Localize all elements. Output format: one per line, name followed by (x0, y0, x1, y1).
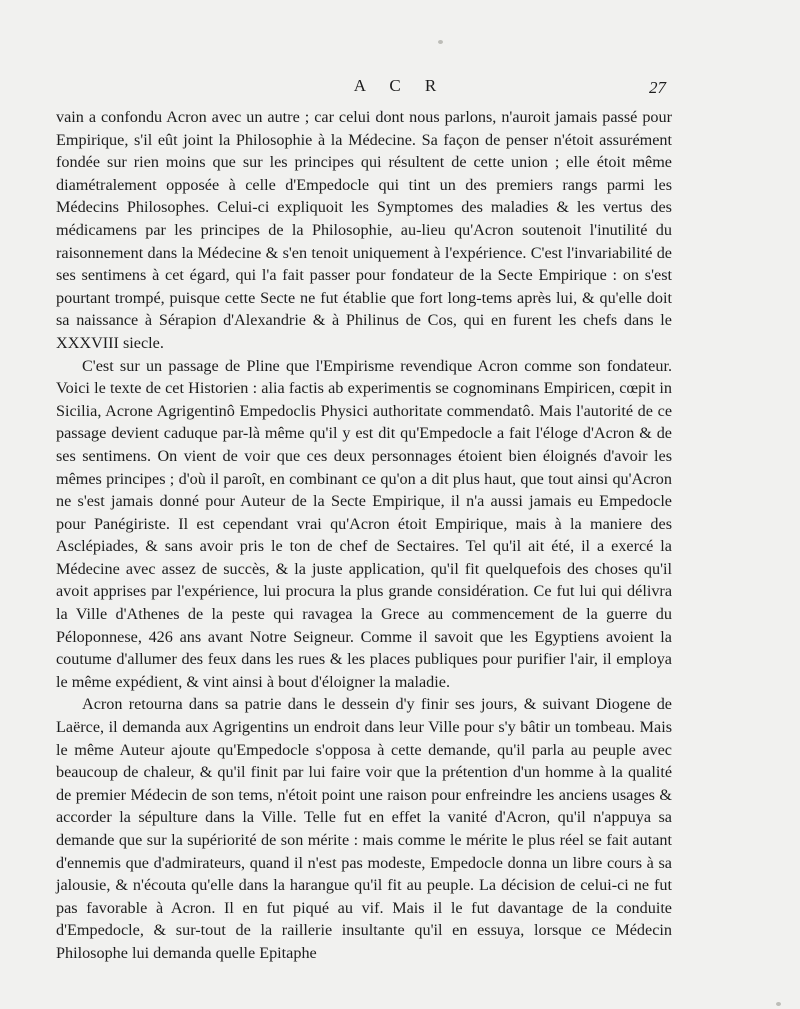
paper-speck (438, 40, 443, 44)
paper-speck (776, 1002, 781, 1006)
paragraph-2: C'est sur un passage de Pline que l'Empirisme revendique Acron comme son fondateur. Voici le texte de cet Historien : alia factis ab experimentis se cognominans Empiricen, cœpit in Sicilia, Acrone Agrigentinô Empedoclis Physici authoritate commendatô. Mais l'autorité de ce passage devient caduque par-là même qu'il y est dit qu'Empedocle a fait l'éloge d'Acron & de ses sentimens. On vient de voir que ces deux personnages étoient bien éloignés d'avoir les mêmes principes ; d'où il paroît, en combinant ce qu'on a dit plus haut, que tout ainsi qu'Acron ne s'est jamais donné pour Auteur de la Secte Empirique, il n'a aussi jamais eu Empedocle pour Panégiriste. Il est cependant vrai qu'Acron étoit Empirique, mais à la maniere des Asclépiades, & sans avoir pris le ton de chef de Sectaires. Tel qu'il ait été, il a exercé la Médecine avec assez de succès, & la juste application, qu'il fit quelquefois des choses qu'il avoit apprises par l'expérience, lui procura la plus grande considération. Ce fut lui qui délivra la Ville d'Athenes de la peste qui ravagea la Grece au commencement de la guerre du Péloponnese, 426 ans avant Notre Seigneur. Comme il savoit que les Egyptiens avoient la coutume d'allumer des feux dans les rues & les places publiques pour purifier l'air, il employa le même expédient, & vint ainsi à bout d'éloigner la maladie. (56, 356, 672, 691)
paragraph-3: Acron retourna dans sa patrie dans le dessein d'y finir ses jours, & suivant Diogene de Laërce, il demanda aux Agrigentins un endroit dans leur Ville pour s'y bâtir un tombeau. Mais le même Auteur ajoute qu'Empedocle s'opposa à cette demande, qu'il parla au peuple avec beaucoup de chaleur, & qu'il finit par lui faire voir que la prétention d'un homme à la qualité de premier Médecin de son tems, n'étoit point une raison pour enfreindre les anciens usages & accorder la sépulture dans la Ville. Telle fut en effet la vanité d'Acron, qu'il n'appuya sa demande que sur la supériorité de son mérite : mais comme le mérite le plus réel se fait autant d'ennemis que d'admirateurs, quand il n'est pas modeste, Empedocle donna un libre cours à sa jalousie, & n'écouta qu'elle dans la harangue qu'il fit au peuple. La décision de celui-ci ne fut pas favorable à Acron. Il en fut piqué au vif. Mais il le fut davantage de la conduite d'Empedocle, & sur-tout de la raillerie insultante qu'il en essuya, lorsque ce Médecin Philosophe lui demanda quelle Epitaphe (56, 695, 672, 962)
body-text (56, 106, 672, 965)
page-number: 27 (649, 78, 666, 97)
paragraph-1: vain a confondu Acron avec un autre ; car celui dont nous parlons, n'auroit jamais passé pour Empirique, s'il eût joint la Philosophie à la Médecine. Sa façon de penser n'étoit assurément fondée sur rien moins que sur les principes qui résultent de cette union ; elle étoit même diamétralement opposée à celle d'Empedocle qui tint un des premiers rangs parmi les Médecins Philosophes. Celui-ci expliquoit les Symptomes des maladies & les vertus des médicamens par les principes de la Philosophie, au-lieu qu'Acron soutenoit l'inutilité du raisonnement dans la Médecine & s'en tenoit uniquement à l'expérience. C'est l'invariabilité de ses sentimens à cet égard, qui l'a fait passer pour fondateur de la Secte Empirique : on s'est pourtant trompé, puisque cette Secte ne fut établie que fort long-tems après lui, & qu'elle doit sa naissance à Sérapion d'Alexandrie & à Philinus de Cos, qui en furent les chefs dans le XXXVIII siecle. (56, 108, 672, 352)
running-header: A C R (353, 76, 447, 95)
